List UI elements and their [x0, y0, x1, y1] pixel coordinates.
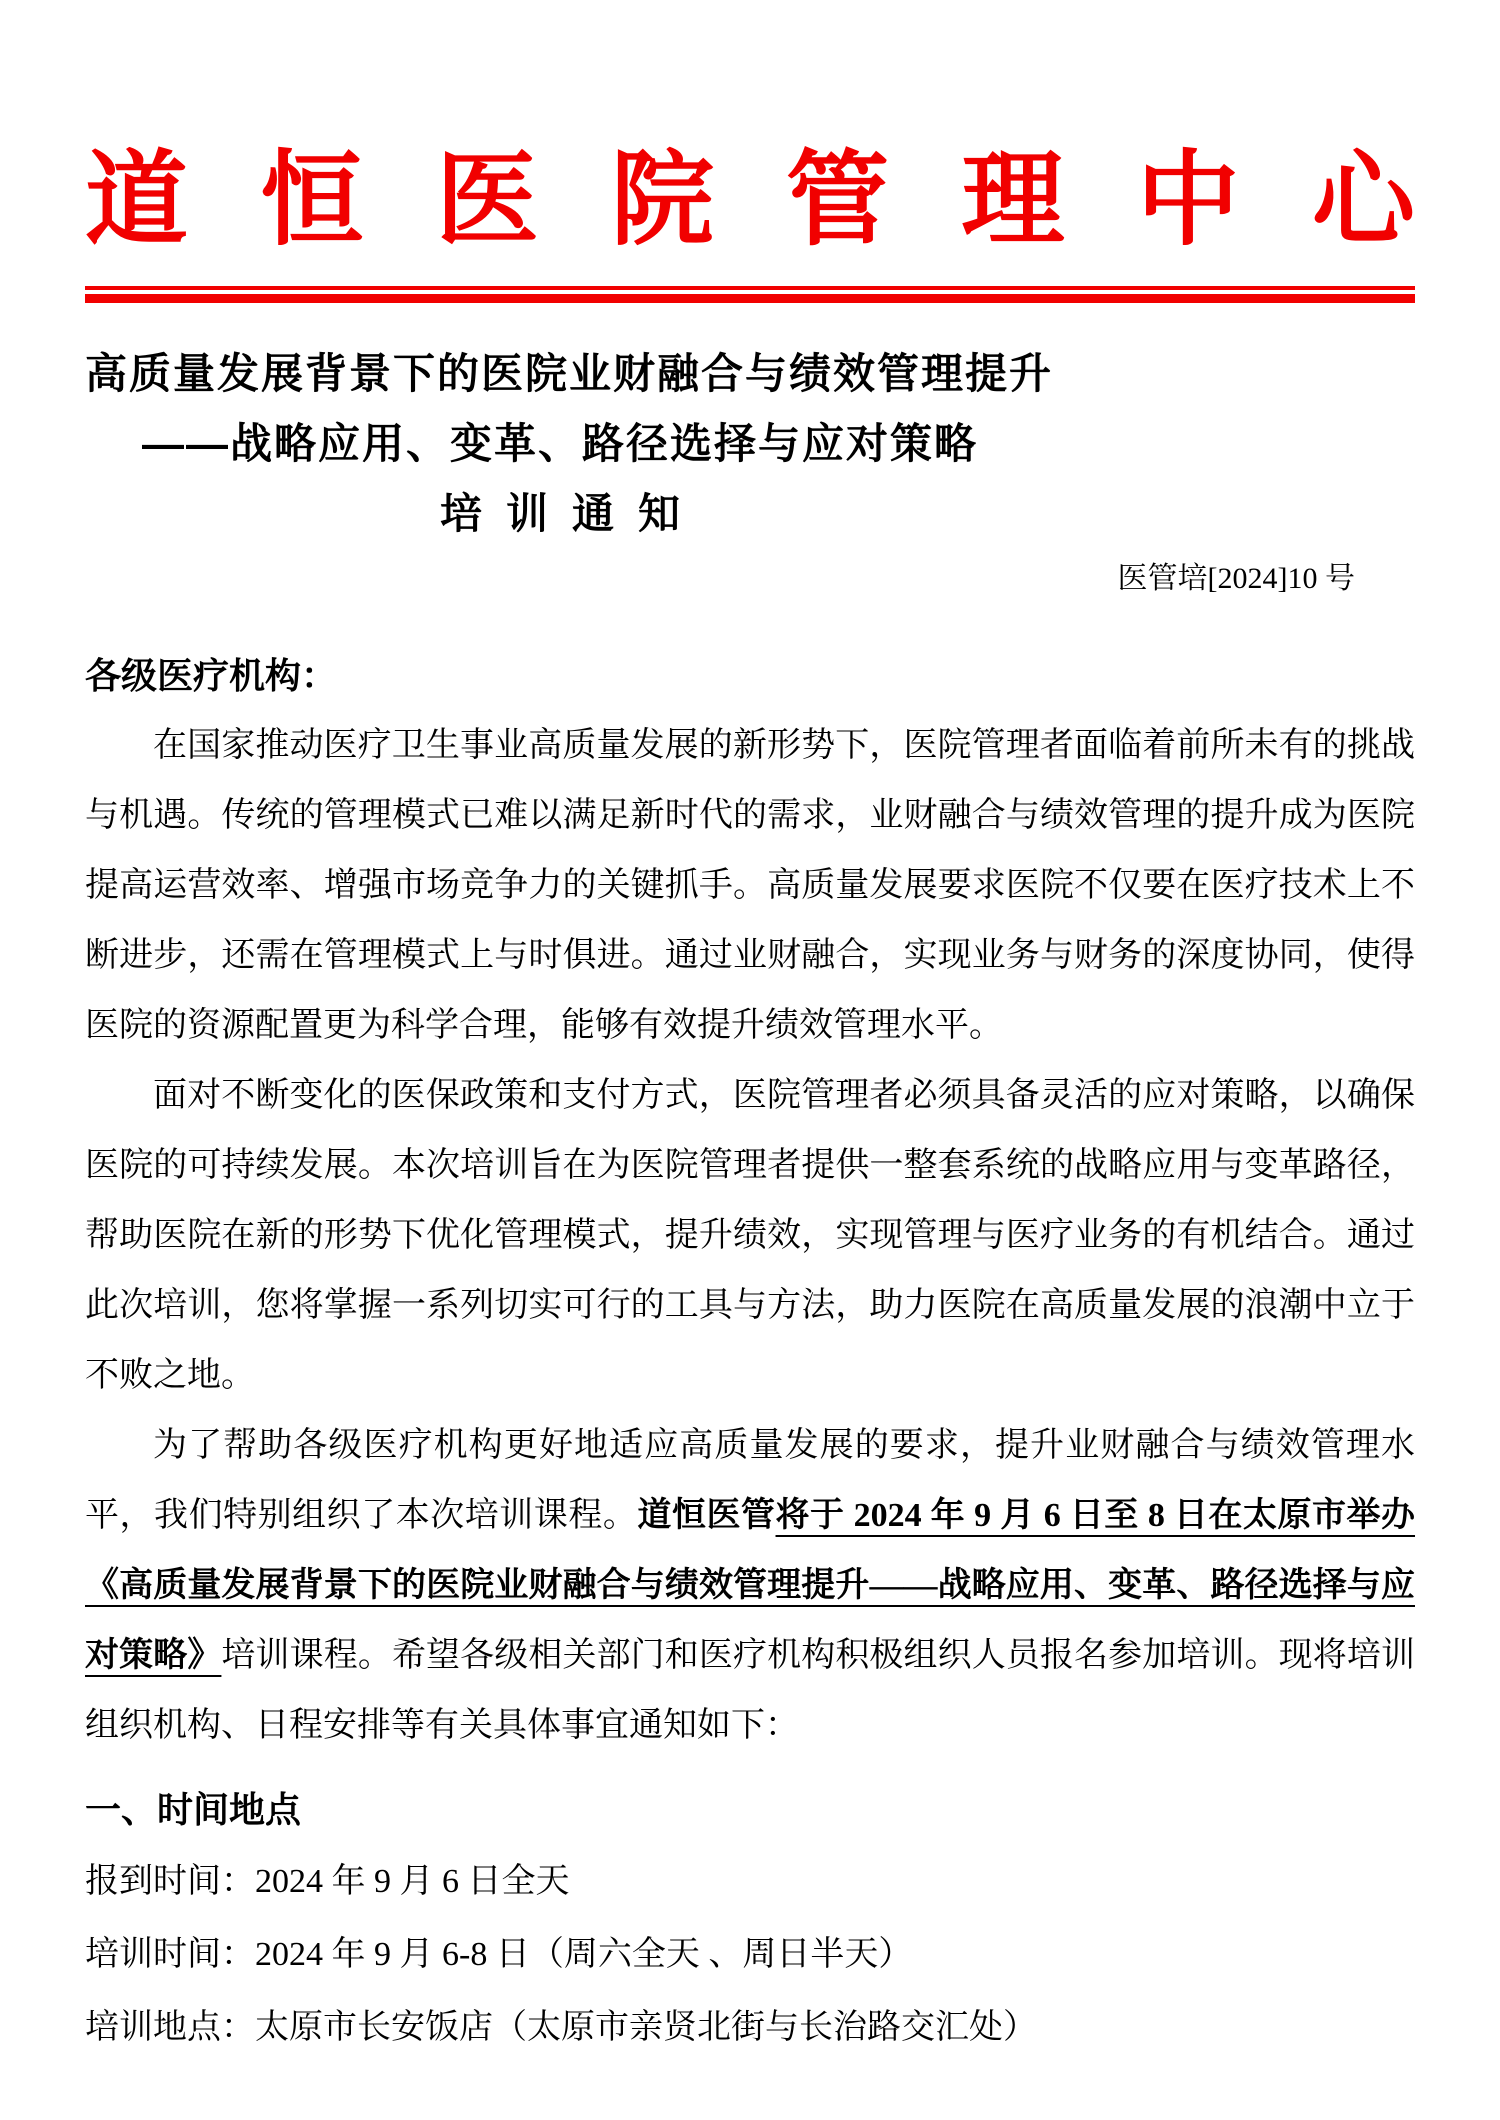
org-header-char: 管 [786, 141, 890, 257]
training-location-line: 培训地点：太原市长安饭店（太原市亲贤北街与长治路交汇处） [85, 2009, 1037, 2046]
org-short-name: 道恒医管 [637, 1497, 776, 1534]
title-block [85, 339, 1054, 549]
org-header-char: 恒 [260, 141, 364, 257]
org-header-title [85, 143, 1415, 255]
course-announcement: 将于 2024 年 9 月 6 日至 8 日在太原市举办《高质量发展背景下的医院业财融合与绩效管理提升——战略应用、变革、路径选择与应对策略》 [85, 1497, 1416, 1674]
header-rule-thin [85, 286, 1415, 290]
section-heading-time-place: 一、时间地点 [85, 1789, 302, 1830]
doc-number: 医管培[2024]10 号 [1117, 562, 1355, 595]
org-header-char: 医 [435, 141, 539, 257]
salutation: 各级医疗机构： [85, 655, 338, 696]
org-header-char: 中 [1136, 141, 1240, 257]
paragraph-3-intro: 为了帮助各级医疗机构更好地适应高质量发展的要求，提升业财融合与绩效管理水平，我们特别组织了本次培训课程。 [85, 1427, 1415, 1534]
title-line-1: 高质量发展背景下的医院业财融合与绩效管理提升 [85, 350, 1054, 397]
org-header-char: 院 [610, 141, 714, 257]
org-header-char: 心 [1311, 141, 1415, 257]
org-header-char: 理 [961, 141, 1065, 257]
document-content [0, 143, 1500, 2064]
registration-time-line: 报到时间：2024 年 9 月 6 日全天 [85, 1863, 570, 1900]
paragraph-1: 在国家推动医疗卫生事业高质量发展的新形势下，医院管理者面临着前所未有的挑战与机遇。传统的管理模式已难以满足新时代的需求，业财融合与绩效管理的提升成为医院提高运营效率、增强市场竞争力的关键抓手。高质量发展要求医院不仅要在医疗技术上不断进步，还需在管理模式上与时俱进。通过业财融合，实现业务与财务的深度协同，使得医院的资源配置更为科学合理，能够有效提升绩效管理水平。 [85, 727, 1415, 1044]
org-header-char: 道 [85, 141, 188, 257]
title-line-2: ——战略应用、变革、路径选择与应对策略 [141, 420, 978, 467]
paragraph-3-outro: 培训课程。希望各级相关部门和医疗机构积极组织人员报名参加培训。现将培训组织机构、日程安排等有关具体事宜通知如下： [85, 1637, 1415, 1744]
training-time-line: 培训时间：2024 年 9 月 6-8 日（周六全天 、周日半天） [85, 1936, 913, 1973]
paragraph-2: 面对不断变化的医保政策和支付方式，医院管理者必须具备灵活的应对策略，以确保医院的可持续发展。本次培训旨在为医院管理者提供一整套系统的战略应用与变革路径，帮助医院在新的形势下优化管理模式，提升绩效，实现管理与医疗业务的有机结合。通过此次培训，您将掌握一系列切实可行的工具与方法，助力医院在高质量发展的浪潮中立于不败之地。 [85, 1077, 1415, 1394]
paragraph-3 [85, 1411, 1415, 1761]
title-line-3: 培训通知 [439, 490, 704, 537]
header-rule-thick [85, 294, 1415, 303]
